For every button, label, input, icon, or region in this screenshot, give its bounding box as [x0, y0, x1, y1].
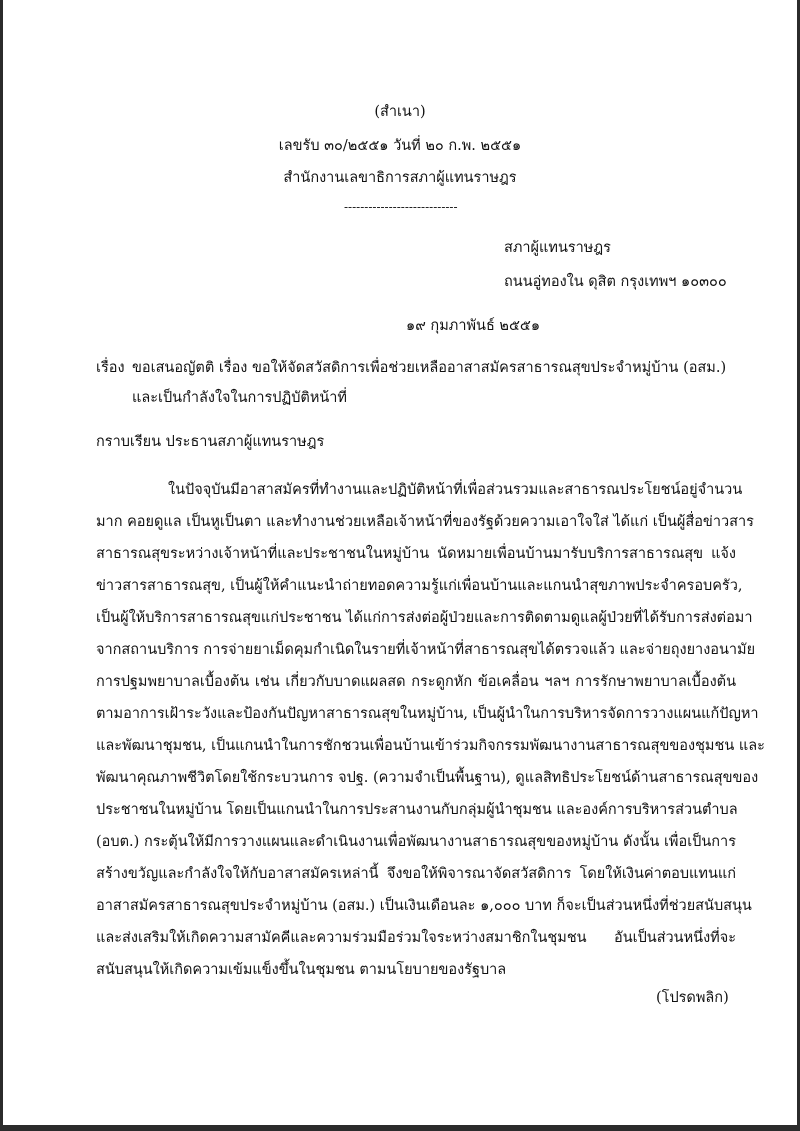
body-line: ตามอาการเฝ้าระวังและป้องกันปัญหาสาธารณสุขในหมู่บ้าน, เป็นผู้นำในการบริหารจัดการวางแผนแก้ปัญหา	[96, 706, 759, 722]
sender-name: สภาผู้แทนราษฎร	[504, 240, 611, 256]
subject-label: เรื่อง	[96, 360, 125, 376]
receiving-office: สำนักงานเลขาธิการสภาผู้แทนราษฎร	[283, 170, 517, 186]
salutation: กราบเรียน ประธานสภาผู้แทนราษฎร	[96, 434, 325, 450]
header-divider: ----------------------------	[344, 200, 458, 214]
body-line: เป็นผู้ให้บริการสาธารณสุขแก่ประชาชน ได้แก่การส่งต่อผู้ป่วยและการติดตามดูแลผู้ป่วยที่ได้รับการส่งต่อมา	[96, 610, 753, 626]
body-line: สร้างขวัญและกำลังใจให้กับอาสาสมัครเหล่านี้ จึงขอให้พิจารณาจัดสวัสดิการ โดยให้เงินค่าตอบแทนแก่	[96, 866, 736, 882]
body-line: และพัฒนาชุมชน, เป็นแกนนำในการชักชวนเพื่อนบ้านเข้าร่วมกิจกรรมพัฒนางานสาธารณสุขของชุมชน และ	[96, 738, 765, 754]
body-line: สนับสนุนให้เกิดความเข้มแข็งขึ้นในชุมชน ตามนโยบายของรัฐบาล	[96, 962, 507, 978]
body-line: มาก คอยดูแล เป็นหูเป็นตา และทำงานช่วยเหลือเจ้าหน้าที่ของรัฐด้วยความเอาใจใส่ ได้แก่ เป็นผู้สื่อข่าวสาร	[96, 514, 754, 530]
body-line: ในปัจจุบันมีอาสาสมัครที่ทำงานและปฏิบัติหน้าที่เพื่อส่วนรวมและสาธารณประโยชน์อยู่จำนวน	[168, 482, 743, 498]
body-line: อาสาสมัครสาธารณสุขประจำหมู่บ้าน (อสม.) เป็นเงินเดือนละ ๑,๐๐๐ บาท ก็จะเป็นส่วนหนึ่งที่ช่วยสนับสนุน	[96, 898, 752, 914]
body-line: และส่งเสริมให้เกิดความสามัคคีและความร่วมมือร่วมใจระหว่างสมาชิกในชุมชน อันเป็นส่วนหนึ่งที่จะ	[96, 930, 736, 946]
subject-line-1: ขอเสนอญัตติ เรื่อง ขอให้จัดสวัสดิการเพื่อช่วยเหลืออาสาสมัครสาธารณสุขประจำหมู่บ้าน (อสม.)	[132, 360, 727, 376]
subject-line-2: และเป็นกำลังใจในการปฏิบัติหน้าที่	[132, 390, 347, 406]
body-line: จากสถานบริการ การจ่ายยาเม็ดคุมกำเนิดในรายที่เจ้าหน้าที่สาธารณสุขได้ตรวจแล้ว และจ่ายถุงยางอนามัย	[96, 642, 756, 658]
body-line: พัฒนาคุณภาพชีวิตโดยใช้กระบวนการ จปฐ. (ความจำเป็นพื้นฐาน), ดูแลสิทธิประโยชน์ด้านสาธารณสุขของ	[96, 770, 759, 786]
scan-edge-bottom	[0, 1125, 800, 1131]
body-line: (อบต.) กระตุ้นให้มีการวางแผนและดำเนินงานเพื่อพัฒนางานสาธารณสุขของหมู่บ้าน ดังนั้น เพื่อเป็นการ	[96, 834, 736, 850]
receipt-number: เลขรับ ๓๐/๒๕๕๑ วันที่ ๒๐ ก.พ. ๒๕๕๑	[278, 138, 522, 154]
body-line: ข่าวสารสาธารณสุข, เป็นผู้ให้คำแนะนำถ่ายทอดความรู้แก่เพื่อนบ้านและแกนนำสุขภาพประจำครอบครัว,	[96, 578, 743, 594]
body-line: การปฐมพยาบาลเบื้องต้น เช่น เกี่ยวกับบาดแผลสด กระดูกหัก ข้อเคลื่อน ฯลฯ การรักษาพยาบาลเบื้องต้น	[96, 674, 736, 690]
letter-date: ๑๙ กุมภาพันธ์ ๒๕๕๑	[406, 318, 541, 334]
copy-mark: (สำเนา)	[374, 104, 426, 120]
sender-address: ถนนอู่ทองใน ดุสิต กรุงเทพฯ ๑๐๓๐๐	[504, 274, 727, 290]
body-line: ประชาชนในหมู่บ้าน โดยเป็นแกนนำในการประสานงานกับกลุ่มผู้นำชุมชน และองค์การบริหารส่วนตำบล	[96, 802, 738, 818]
body-line: สาธารณสุขระหว่างเจ้าหน้าที่และประชาชนในหมู่บ้าน นัดหมายเพื่อนบ้านมารับบริการสาธารณสุข แจ้ง	[96, 546, 736, 562]
turn-page-note: (โปรดพลิก)	[656, 990, 729, 1006]
